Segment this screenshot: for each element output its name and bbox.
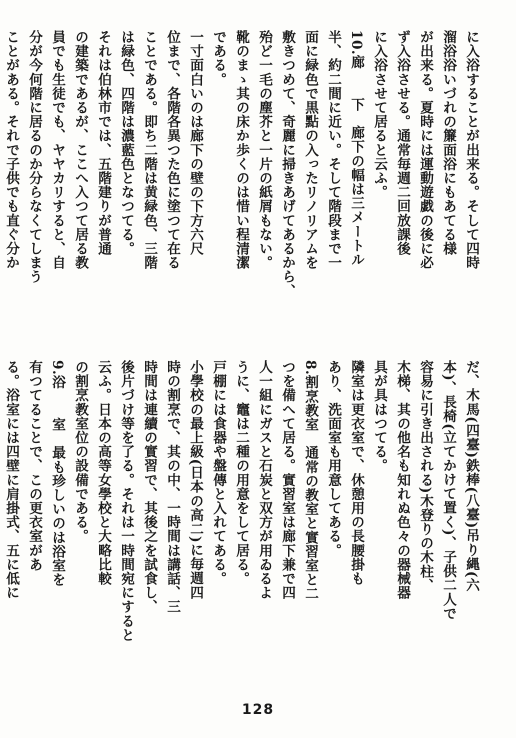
text-column: に入浴することが出来る。そして四時 — [463, 30, 479, 270]
page-number: 128 — [241, 702, 275, 718]
text-column: 人一組にガスと石炭と双方が用ゐるよ — [256, 360, 272, 600]
text-column: は緑色、四階は濃藍色となつてる。 — [118, 30, 134, 256]
text-column: 戸棚には食器や盤傳と入れてある。 — [210, 360, 226, 586]
text-column: 面に緑色で黒點の入ったリノリアムを — [302, 30, 318, 270]
text-column: 半、約二間に近い。そして階段まで一 — [325, 30, 341, 270]
text-column: る。浴室には四壁に肩掛式、五に低に — [3, 360, 19, 600]
text-column: 本)、長椅(立てかけて置く)、子供二人で — [440, 360, 456, 621]
text-column: それは伯林市では、五階建りが普通 — [95, 30, 111, 256]
text-column: が出来る。夏時には運動遊戯の後に必 — [417, 30, 433, 270]
lower-text-block — [3, 360, 482, 672]
text-column: 隣室は更衣室で、休憩用の長腰掛も — [348, 360, 364, 586]
text-column: 靴のまゝ其の床か歩くのは惜い程清潔 — [233, 30, 249, 270]
upper-text-block — [3, 30, 482, 314]
text-column: 員でも生徒でも、ヤヤカリすると、自 — [49, 30, 65, 270]
text-column: 後片づけ等を了る。それは一時間宛にすると — [118, 360, 134, 642]
text-column: 位まで、各階各異つた色に塗つて在る — [164, 30, 180, 270]
text-column: の建築であるが、ここへ入つて居る教 — [72, 30, 88, 270]
text-column: 具が具はつてる。 — [371, 360, 387, 473]
text-column: ず入浴させる。通常毎週二回放課後 — [394, 30, 410, 256]
text-column: あり、洗面室も用意してある。 — [325, 360, 341, 558]
text-column: 8.割烹教室 通常の教室と實習室と二 — [302, 360, 318, 601]
text-column: 容易に引き出される)木登りの木柱、 — [417, 360, 433, 593]
text-column: うに、竈は二種の用意をして居る。 — [233, 360, 249, 586]
text-column: つを備へて居る。實習室は廊下兼で四 — [279, 360, 295, 600]
text-column: の割烹教室位の設備である。 — [72, 360, 88, 544]
text-column: 分が今何階に居るのか分らなくてしまう — [26, 30, 42, 284]
text-column: ことである。即ち二階は黄緑色、三階 — [141, 30, 157, 270]
text-column: に入浴させて居ると云ふ。 — [371, 30, 387, 200]
text-column: 敷きつめて、奇麗に掃きあげてあるから、 — [279, 30, 295, 298]
text-column: ことがある。それで子供でも直ぐ分か — [3, 30, 19, 270]
text-column: 木梯、其の他名も知れぬ色々の器械器 — [394, 360, 410, 600]
text-column: 小學校の最上級(日本の高二)に毎週四 — [187, 360, 203, 600]
text-column: 一寸面白いのは廊下の壁の下方六尺 — [187, 30, 203, 256]
text-column: 殆ど一毛の塵芥と一片の紙屑もない。 — [256, 30, 272, 270]
text-column: 云ふ。日本の高等女學校と大略比較 — [95, 360, 111, 586]
text-column: 溜浴浴いづれの簾面浴にもあてる様 — [440, 30, 456, 256]
text-column: 9.浴 室 最も珍しいのは浴室を — [49, 360, 65, 587]
text-column: 10.廊 下 廊下の幅は三メートル — [348, 30, 364, 267]
text-column: 時間は連續の實習で、其後之を試食し、 — [141, 360, 157, 614]
text-column: だ、木馬(四臺)鉄棒(八臺)吊り縄(六 — [463, 360, 479, 593]
text-column: 有つてることで、この更衣室があ — [26, 360, 42, 572]
text-column: である。 — [210, 30, 226, 87]
text-column: 時の割烹で、其の中、一時間は講話、三 — [164, 360, 180, 614]
